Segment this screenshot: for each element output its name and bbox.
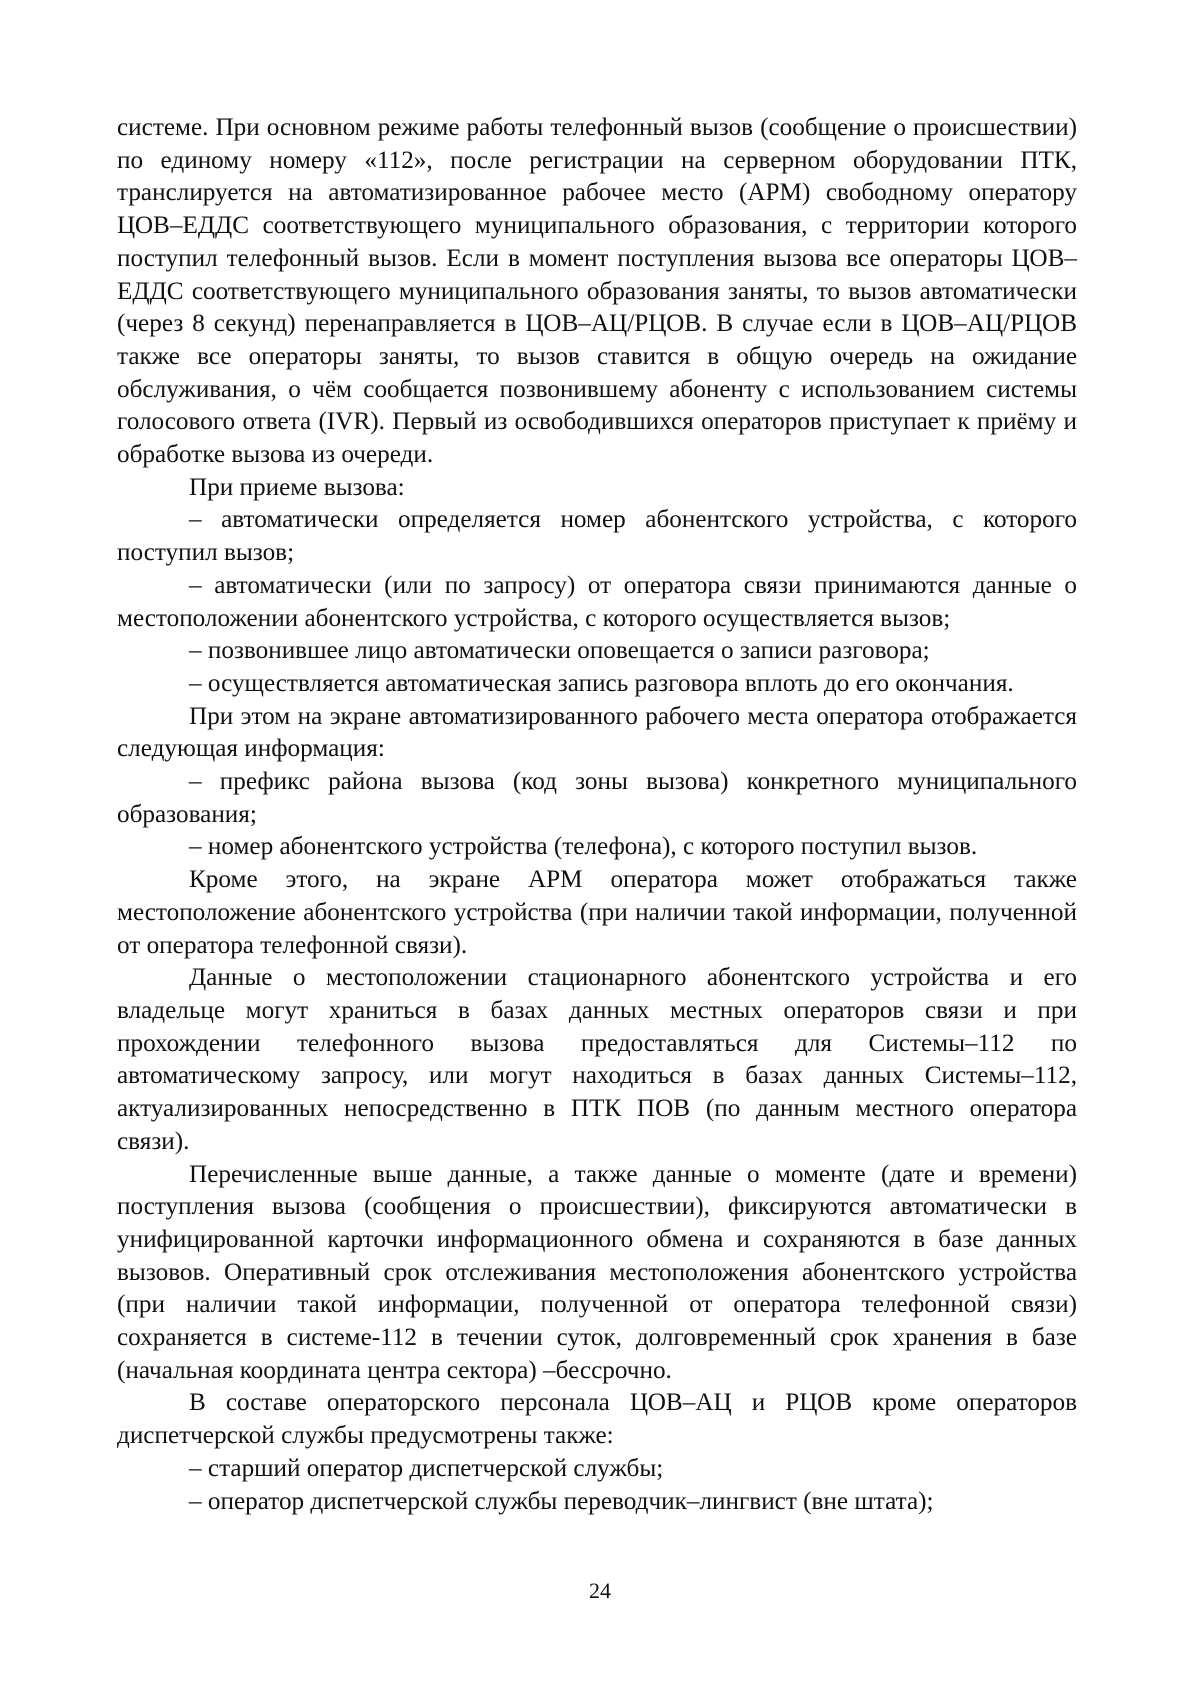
list-item-location-data: – автоматически (или по запросу) от оператора связи принимаются данные о местоположении абонентского устройства, с которого осуществляется вызов; bbox=[117, 571, 1077, 632]
paragraph-call-routing: системе. При основном режиме работы телефонный вызов (сообщение о происшествии) по единому номеру «112», после регистрации на серверном оборудовании ПТК, транслируется на автоматизированное рабочее место (АРМ) свободному оператору ЦОВ–ЕДДС соответствующего муниципального образования, с территории которого поступил телефонный вызов. Если в момент поступления вызова все операторы ЦОВ–ЕДДС соответствующего муниципального образования заняты, то вызов автоматически (через 8 секунд) перенаправляется в ЦОВ–АЦ/РЦОВ. В случае если в ЦОВ–АЦ/РЦОВ также все операторы заняты, то вызов ставится в общую очередь на ожидание обслуживания, о чём сообщается позвонившему абоненту с использованием системы голосового ответа (IVR). Первый из освободившихся операторов приступает к приёму и обработке вызова из очереди. bbox=[117, 114, 1077, 469]
paragraph-device-location: Кроме этого, на экране АРМ оператора может отображаться также местоположение абонентского устройства (при наличии такой информации, полученной от оператора телефонной связи). bbox=[117, 866, 1077, 959]
paragraph-operator-staff: В составе операторского персонала ЦОВ–АЦ и РЦОВ кроме операторов диспетчерской службы предусмотрены также: bbox=[117, 1389, 1077, 1450]
list-item-device-number: – номер абонентского устройства (телефона), с которого поступил вызов. bbox=[189, 833, 978, 861]
body-text bbox=[117, 112, 1077, 1518]
paragraph-data-retention: Перечисленные выше данные, а также данные о моменте (дате и времени) поступления вызова (сообщения о происшествии), фиксируются автоматически в унифицированной карточки информационного обмена и сохраняются в базе данных вызовов. Оперативный срок отслеживания местоположения абонентского устройства (при наличии такой информации, полученной от оператора телефонной связи) сохраняется в системе-112 в течении суток, долговременный срок хранения в базе (начальная координата центра сектора) –бессрочно. bbox=[117, 1160, 1077, 1384]
list-item-translator-operator: – оператор диспетчерской службы переводчик–лингвист (вне штата); bbox=[189, 1487, 934, 1515]
list-item-area-prefix: – префикс района вызова (код зоны вызова) конкретного муниципального образования; bbox=[117, 768, 1077, 828]
paragraph-call-reception-intro: При приеме вызова: bbox=[189, 473, 405, 501]
list-item-senior-operator: – старший оператор диспетчерской службы; bbox=[189, 1454, 664, 1482]
list-item-number-detection: – автоматически определяется номер абонентского устройства, с которого поступил вызов; bbox=[117, 506, 1077, 567]
paragraph-screen-info-intro: При этом на экране автоматизированного рабочего места оператора отображается следующая информация: bbox=[117, 702, 1077, 763]
list-item-auto-recording: – осуществляется автоматическая запись разговора вплоть до его окончания. bbox=[189, 669, 1014, 697]
list-item-recording-notice: – позвонившее лицо автоматически оповещается о записи разговора; bbox=[189, 637, 930, 665]
paragraph-location-databases: Данные о местоположении стационарного абонентского устройства и его владельце могут храниться в базах данных местных операторов связи и при прохождении телефонного вызова предоставляться для Системы–112 по автоматическому запросу, или могут находиться в базах данных Системы–112, актуализированных непосредственно в ПТК ПОВ (по данным местного оператора связи). bbox=[117, 964, 1077, 1155]
page-number: 24 bbox=[589, 1578, 611, 1603]
